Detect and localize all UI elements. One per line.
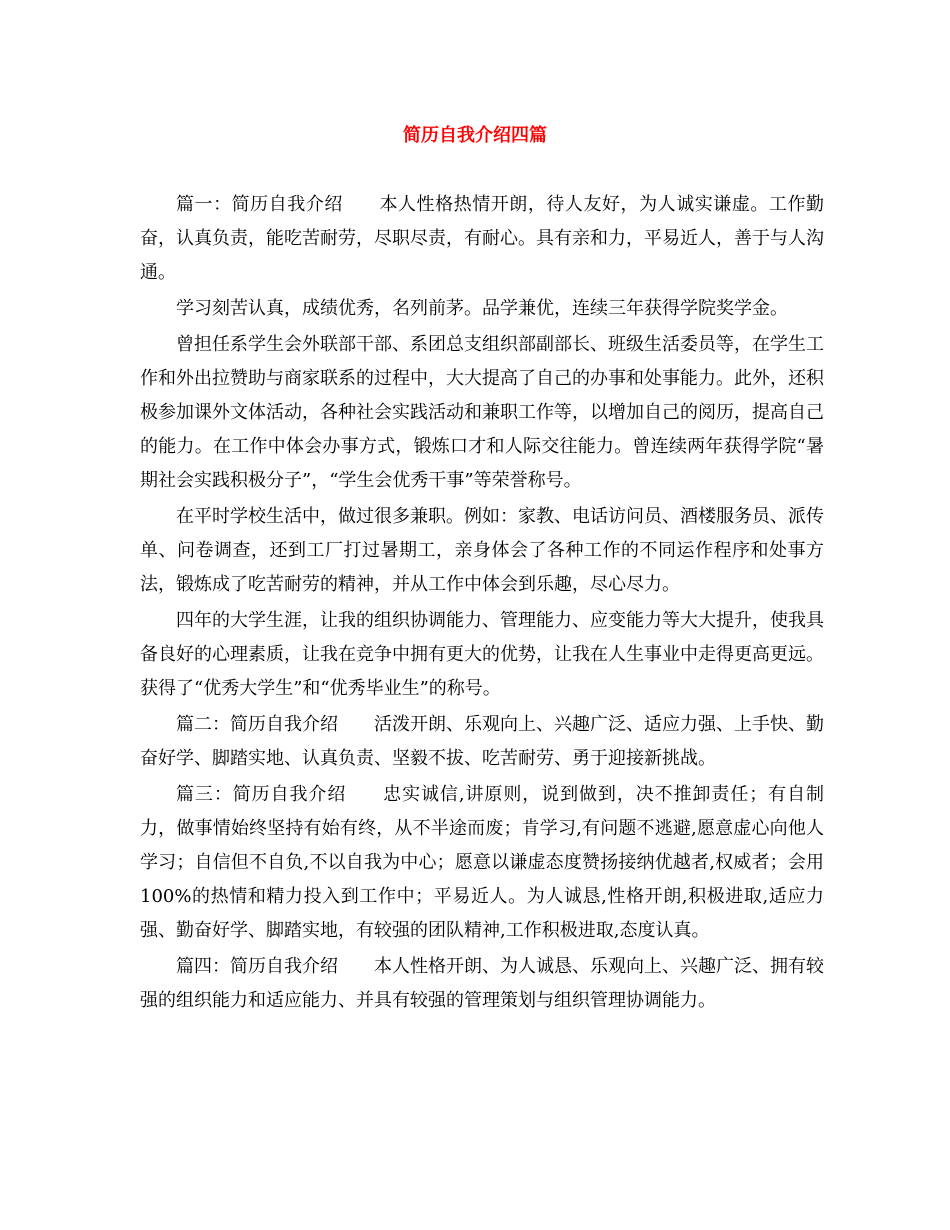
paragraph-text: 在平时学校生活中，做过很多兼职。例如：家教、电话访问员、酒楼服务员、派传单、问卷调查，还到工厂打过暑期工，亲身体会了各种工作的不同运作程序和处事方法，锻炼成了吃苦耐劳的精神，并从工作中体会到乐趣，尽心尽力。 <box>140 506 824 595</box>
paragraph-lead: 篇四：简历自我介绍 <box>176 956 338 977</box>
paragraph-6 <box>140 708 824 776</box>
paragraph-3 <box>140 328 824 498</box>
paragraph-text: 学习刻苦认真，成绩优秀，名列前茅。品学兼优，连续三年获得学院奖学金。 <box>176 298 788 319</box>
paragraph-text: 曾担任系学生会外联部干部、系团总支组织部副部长、班级生活委员等，在学生工作和外出拉赞助与商家联系的过程中，大大提高了自己的办事和处事能力。此外，还积极参加课外文体活动，各种社会实践活动和兼职工作等，以增加自己的阅历，提高自己的能力。在工作中体会办事方式，锻炼口才和人际交往能力。曾连续两年获得学院“暑期社会实践积极分子”，“学生会优秀干事”等荣誉称号。 <box>140 334 824 491</box>
paragraph-1 <box>140 188 824 290</box>
paragraph-text: 忠实诚信,讲原则，说到做到，决不推卸责任；有自制力，做事情始终坚持有始有终，从不半途而废；肯学习,有问题不逃避,愿意虚心向他人学习；自信但不自负,不以自我为中心；愿意以谦虚态度赞扬接纳优越者,权威者；会用100%的热情和精力投入到工作中；平易近人。为人诚恳,性格开朗,积极进取,适应力强、勤奋好学、脚踏实地，有较强的团队精神,工作积极进取,态度认真。 <box>140 784 824 941</box>
paragraph-5 <box>140 604 824 706</box>
paragraph-lead: 篇一：简历自我介绍 <box>176 194 343 215</box>
paragraph-text: 本人性格热情开朗，待人友好，为人诚实谦虚。工作勤奋，认真负责，能吃苦耐劳，尽职尽责，有耐心。具有亲和力，平易近人，善于与人沟通。 <box>140 194 825 283</box>
paragraph-4 <box>140 500 824 602</box>
paragraph-7 <box>140 778 824 948</box>
paragraph-lead: 篇二：简历自我介绍 <box>176 714 338 735</box>
document-title: 简历自我介绍四篇 <box>403 125 547 146</box>
paragraph-text: 活泼开朗、乐观向上、兴趣广泛、适应力强、上手快、勤奋好学、脚踏实地、认真负责、坚毅不拔、吃苦耐劳、勇于迎接新挑战。 <box>140 714 824 769</box>
paragraph-8 <box>140 950 824 1018</box>
paragraph-2 <box>140 292 824 326</box>
paragraph-lead: 篇三：简历自我介绍 <box>176 784 347 805</box>
document-body <box>140 188 824 1020</box>
paragraph-text: 本人性格开朗、为人诚恳、乐观向上、兴趣广泛、拥有较强的组织能力和适应能力、并具有较强的管理策划与组织管理协调能力。 <box>140 956 824 1011</box>
paragraph-text: 四年的大学生涯，让我的组织协调能力、管理能力、应变能力等大大提升，使我具备良好的心理素质，让我在竞争中拥有更大的优势，让我在人生事业中走得更高更远。获得了“优秀大学生”和“优秀毕业生”的称号。 <box>140 610 824 699</box>
